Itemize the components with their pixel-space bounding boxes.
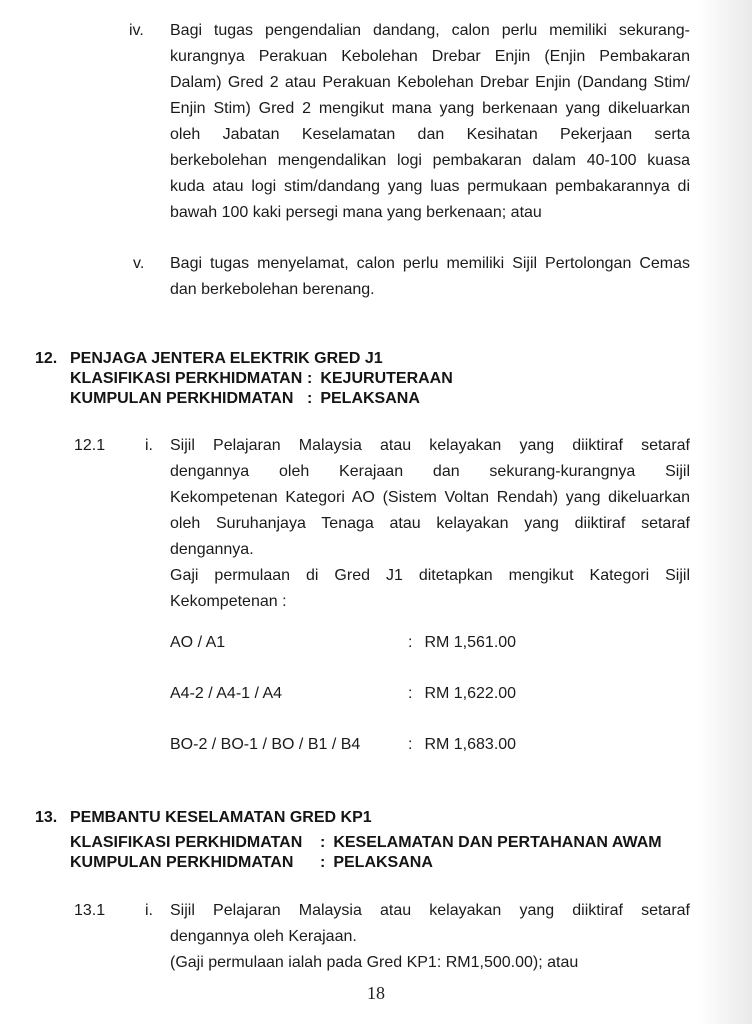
page-number: 18 [367, 983, 385, 1003]
text-line: dengannya oleh Kerajaan. [170, 928, 357, 945]
text-line: Kekompetenan Kategori AO (Sistem Voltan Rendah) yang dikeluarkan [170, 489, 690, 506]
text-line: Sijil Pelajaran Malaysia atau kelayakan yang diiktiraf setaraf [170, 437, 690, 454]
detail-label: KUMPULAN PERKHIDMATAN [70, 854, 294, 871]
text-line: berkebolehan mengendalikan logi pembakaran dalam 40-100 kuasa [170, 152, 690, 169]
salary-amount: RM 1,561.00 [424, 634, 517, 651]
detail-value: PELAKSANA [333, 854, 433, 871]
section-detail-klasifikasi [70, 369, 725, 389]
list-marker: v. [133, 255, 145, 272]
list-marker: iv. [129, 22, 144, 39]
section-detail-kumpulan [70, 389, 725, 409]
salary-colon: : [408, 685, 413, 702]
detail-colon: : [307, 370, 313, 387]
salary-row [170, 630, 690, 656]
detail-value: KEJURUTERAAN [320, 370, 453, 387]
section-title: PENJAGA JENTERA ELEKTRIK GRED J1 [70, 350, 383, 367]
text-line: Bagi tugas menyelamat, calon perlu memiliki Sijil Pertolongan Cemas [170, 255, 690, 272]
detail-colon: : [307, 390, 313, 407]
text-line: oleh Suruhanjaya Tenaga atau kelayakan yang diiktiraf setaraf [170, 515, 690, 532]
salary-category: A4-2 / A4-1 / A4 [170, 685, 283, 702]
text-line: dengannya. [170, 541, 254, 558]
clause-marker: i. [145, 902, 153, 919]
text-line: dan berkebolehan berenang. [170, 281, 375, 298]
paragraph-v [170, 251, 690, 303]
text-line: dengannya oleh Kerajaan dan sekurang-kurangnya Sijil [170, 463, 690, 480]
salary-category: AO / A1 [170, 634, 226, 651]
list-item-v [133, 251, 690, 303]
text-line: bawah 100 kaki persegi mana yang berkenaan; atau [170, 204, 542, 221]
clause-marker: i. [145, 437, 153, 454]
detail-value: PELAKSANA [320, 390, 420, 407]
clause-13-1 [74, 898, 690, 976]
paragraph-12-1 [170, 433, 690, 615]
salary-amount: RM 1,622.00 [424, 685, 517, 702]
text-line: Kekompetenan : [170, 593, 287, 610]
section-number: 12. [35, 350, 58, 367]
detail-label: KLASIFIKASI PERKHIDMATAN [70, 834, 303, 851]
paragraph-13-1 [170, 898, 690, 976]
detail-label: KUMPULAN PERKHIDMATAN [70, 390, 294, 407]
clause-12-1 [74, 433, 690, 615]
salary-row [170, 732, 690, 758]
paragraph-iv [170, 18, 690, 226]
section-detail-klasifikasi [70, 833, 735, 853]
detail-value: KESELAMATAN DAN PERTAHANAN AWAM [333, 834, 662, 851]
detail-colon: : [320, 834, 326, 851]
detail-label: KLASIFIKASI PERKHIDMATAN [70, 370, 303, 387]
text-line: Gaji permulaan di Gred J1 ditetapkan mengikut Kategori Sijil [170, 567, 690, 584]
salary-amount: RM 1,683.00 [424, 736, 517, 753]
text-line: Sijil Pelajaran Malaysia atau kelayakan yang diiktiraf setaraf [170, 902, 690, 919]
text-line: Bagi tugas pengendalian dandang, calon perlu memiliki sekurang- [170, 22, 690, 39]
salary-colon: : [408, 634, 413, 651]
section-13-heading [35, 808, 735, 873]
section-12-heading [35, 349, 725, 409]
section-title: PEMBANTU KESELAMATAN GRED KP1 [70, 809, 372, 826]
text-line: Dalam) Gred 2 atau Perakuan Kebolehan Drebar Enjin (Dandang Stim/ [170, 74, 690, 91]
list-item-iv [129, 18, 690, 226]
salary-colon: : [408, 736, 413, 753]
text-line: kuda atau logi stim/dandang yang luas permukaan pembakarannya di [170, 178, 690, 195]
detail-colon: : [320, 854, 326, 871]
salary-row [170, 681, 690, 707]
salary-category: BO-2 / BO-1 / BO / B1 / B4 [170, 736, 361, 753]
text-line: (Gaji permulaan ialah pada Gred KP1: RM1,500.00); atau [170, 954, 579, 971]
clause-number: 13.1 [74, 902, 106, 919]
text-line: kurangnya Perakuan Kebolehan Drebar Enjin (Enjin Pembakaran [170, 48, 690, 65]
section-detail-kumpulan [70, 853, 735, 873]
section-number: 13. [35, 809, 58, 826]
text-line: Enjin Stim) Gred 2 mengikut mana yang berkenaan yang dikeluarkan [170, 100, 690, 117]
clause-number: 12.1 [74, 437, 106, 454]
text-line: oleh Jabatan Keselamatan dan Kesihatan Pekerjaan serta [170, 126, 690, 143]
